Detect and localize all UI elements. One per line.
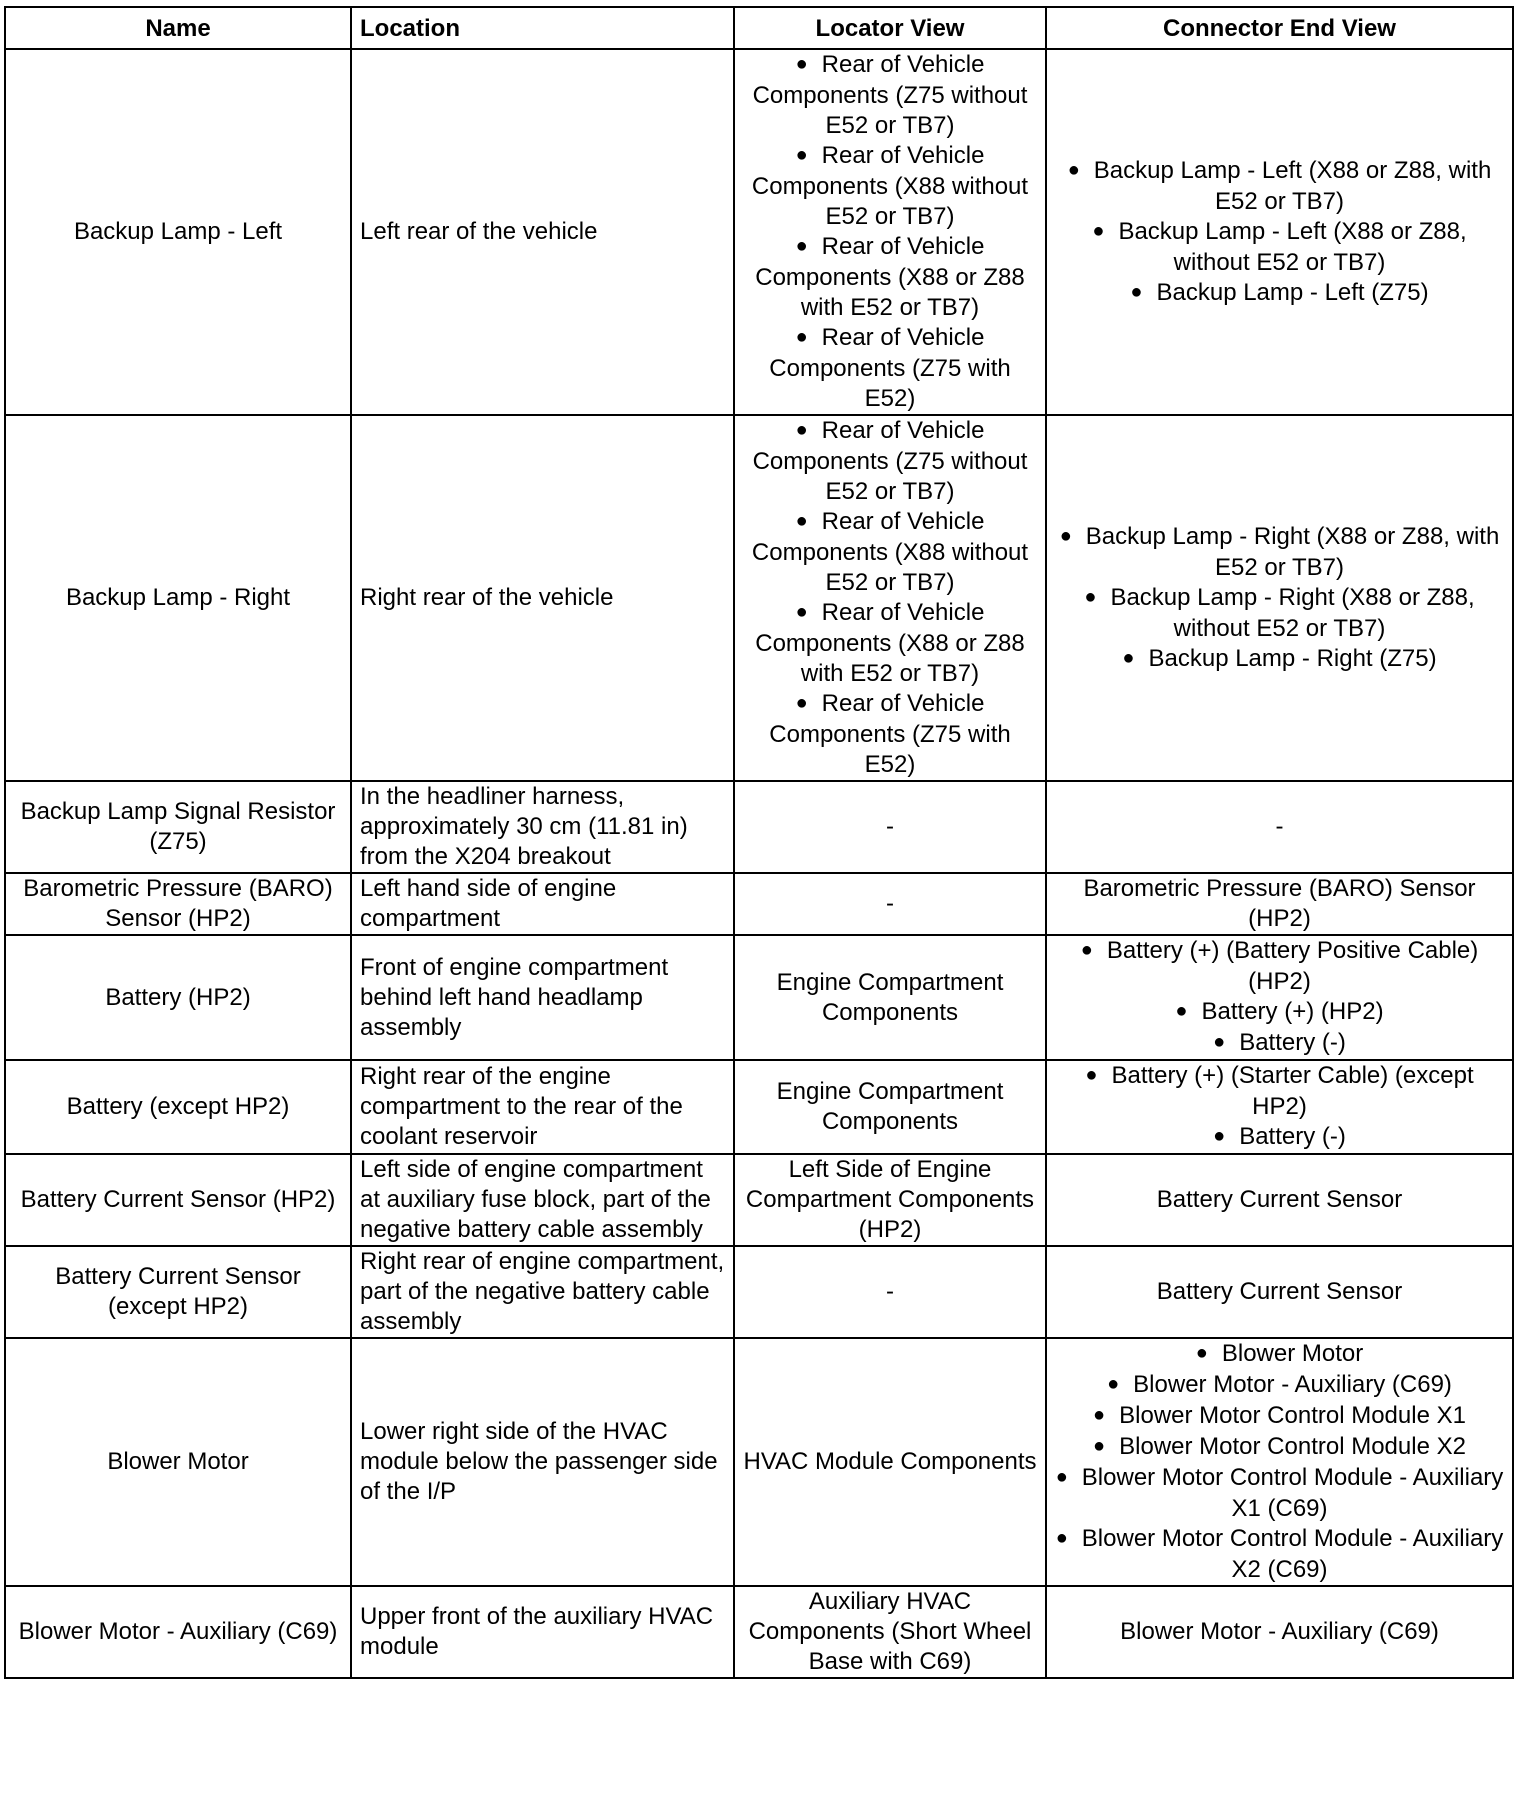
cell-name: Blower Motor - Auxiliary (C69) <box>5 1586 351 1678</box>
list-item: ● Battery (-) <box>1055 1122 1504 1153</box>
locator-list <box>743 416 1037 780</box>
list-item: ● Backup Lamp - Right (X88 or Z88, with E52 or TB7) <box>1055 522 1504 583</box>
list-item: ● Blower Motor Control Module - Auxiliary X2 (C69) <box>1055 1524 1504 1585</box>
cell-location: Right rear of the vehicle <box>351 415 734 781</box>
cell-connector <box>1046 1338 1513 1586</box>
cell-locator: Auxiliary HVAC Components (Short Wheel Base with C69) <box>734 1586 1046 1678</box>
cell-connector: Barometric Pressure (BARO) Sensor (HP2) <box>1046 873 1513 935</box>
list-item: ● Rear of Vehicle Components (Z75 with E52) <box>743 689 1037 780</box>
list-item: ● Blower Motor - Auxiliary (C69) <box>1055 1370 1504 1401</box>
cell-connector: Battery Current Sensor <box>1046 1246 1513 1338</box>
cell-locator: Engine Compartment Components <box>734 935 1046 1060</box>
cell-name: Battery (HP2) <box>5 935 351 1060</box>
list-item: ● Blower Motor Control Module - Auxiliary X1 (C69) <box>1055 1463 1504 1524</box>
list-item: ● Rear of Vehicle Components (Z75 with E52) <box>743 323 1037 414</box>
list-item: ● Rear of Vehicle Components (Z75 without E52 or TB7) <box>743 50 1037 141</box>
cell-locator: - <box>734 781 1046 873</box>
cell-locator <box>734 49 1046 415</box>
list-item: ● Rear of Vehicle Components (X88 or Z88 with E52 or TB7) <box>743 598 1037 689</box>
list-item: ● Backup Lamp - Left (X88 or Z88, with E52 or TB7) <box>1055 156 1504 217</box>
cell-connector: - <box>1046 781 1513 873</box>
header-connector-end-view: Connector End View <box>1046 7 1513 49</box>
list-item: ● Blower Motor Control Module X1 <box>1055 1401 1504 1432</box>
cell-location: Lower right side of the HVAC module below the passenger side of the I/P <box>351 1338 734 1586</box>
table-row <box>5 415 1513 781</box>
table-row <box>5 935 1513 1060</box>
cell-locator: - <box>734 873 1046 935</box>
list-item: ● Blower Motor <box>1055 1339 1504 1370</box>
table-row <box>5 1060 1513 1154</box>
list-item: ● Rear of Vehicle Components (Z75 without E52 or TB7) <box>743 416 1037 507</box>
cell-location: Right rear of engine compartment, part of the negative battery cable assembly <box>351 1246 734 1338</box>
cell-location: In the headliner harness, approximately 30 cm (11.81 in) from the X204 breakout <box>351 781 734 873</box>
cell-locator: Engine Compartment Components <box>734 1060 1046 1154</box>
table-row <box>5 1338 1513 1586</box>
cell-locator: - <box>734 1246 1046 1338</box>
connector-list <box>1055 1061 1504 1153</box>
cell-name: Barometric Pressure (BARO) Sensor (HP2) <box>5 873 351 935</box>
header-row <box>5 7 1513 49</box>
connector-list <box>1055 1339 1504 1585</box>
list-item: ● Battery (+) (HP2) <box>1055 997 1504 1028</box>
connector-list <box>1055 156 1504 309</box>
table-row <box>5 49 1513 415</box>
cell-location: Left hand side of engine compartment <box>351 873 734 935</box>
list-item: ● Backup Lamp - Right (Z75) <box>1055 644 1504 675</box>
cell-location: Right rear of the engine compartment to the rear of the coolant reservoir <box>351 1060 734 1154</box>
cell-name: Backup Lamp - Right <box>5 415 351 781</box>
cell-locator: HVAC Module Components <box>734 1338 1046 1586</box>
list-item: ● Blower Motor Control Module X2 <box>1055 1432 1504 1463</box>
connector-list <box>1055 936 1504 1059</box>
list-item: ● Backup Lamp - Right (X88 or Z88, without E52 or TB7) <box>1055 583 1504 644</box>
list-item: ● Rear of Vehicle Components (X88 without E52 or TB7) <box>743 507 1037 598</box>
cell-locator <box>734 415 1046 781</box>
cell-connector: Battery Current Sensor <box>1046 1154 1513 1246</box>
cell-location: Left side of engine compartment at auxiliary fuse block, part of the negative battery cable assembly <box>351 1154 734 1246</box>
cell-connector: Blower Motor - Auxiliary (C69) <box>1046 1586 1513 1678</box>
table-row <box>5 781 1513 873</box>
list-item: ● Rear of Vehicle Components (X88 or Z88 with E52 or TB7) <box>743 232 1037 323</box>
list-item: ● Battery (-) <box>1055 1028 1504 1059</box>
cell-name: Blower Motor <box>5 1338 351 1586</box>
cell-name: Backup Lamp - Left <box>5 49 351 415</box>
cell-name: Battery (except HP2) <box>5 1060 351 1154</box>
list-item: ● Battery (+) (Starter Cable) (except HP2) <box>1055 1061 1504 1122</box>
list-item: ● Backup Lamp - Left (X88 or Z88, without E52 or TB7) <box>1055 217 1504 278</box>
cell-locator: Left Side of Engine Compartment Components (HP2) <box>734 1154 1046 1246</box>
table-row <box>5 873 1513 935</box>
list-item: ● Backup Lamp - Left (Z75) <box>1055 278 1504 309</box>
table-row <box>5 1154 1513 1246</box>
header-name: Name <box>5 7 351 49</box>
table-row <box>5 1246 1513 1338</box>
connector-list <box>1055 522 1504 675</box>
cell-name: Battery Current Sensor (HP2) <box>5 1154 351 1246</box>
cell-connector <box>1046 415 1513 781</box>
table-row <box>5 1586 1513 1678</box>
list-item: ● Battery (+) (Battery Positive Cable) (HP2) <box>1055 936 1504 997</box>
cell-connector <box>1046 1060 1513 1154</box>
cell-location: Front of engine compartment behind left hand headlamp assembly <box>351 935 734 1060</box>
cell-connector <box>1046 935 1513 1060</box>
header-locator-view: Locator View <box>734 7 1046 49</box>
locator-list <box>743 50 1037 414</box>
header-location: Location <box>351 7 734 49</box>
cell-location: Upper front of the auxiliary HVAC module <box>351 1586 734 1678</box>
cell-connector <box>1046 49 1513 415</box>
component-locator-table <box>4 6 1514 1679</box>
cell-name: Battery Current Sensor (except HP2) <box>5 1246 351 1338</box>
cell-name: Backup Lamp Signal Resistor (Z75) <box>5 781 351 873</box>
cell-location: Left rear of the vehicle <box>351 49 734 415</box>
list-item: ● Rear of Vehicle Components (X88 without E52 or TB7) <box>743 141 1037 232</box>
